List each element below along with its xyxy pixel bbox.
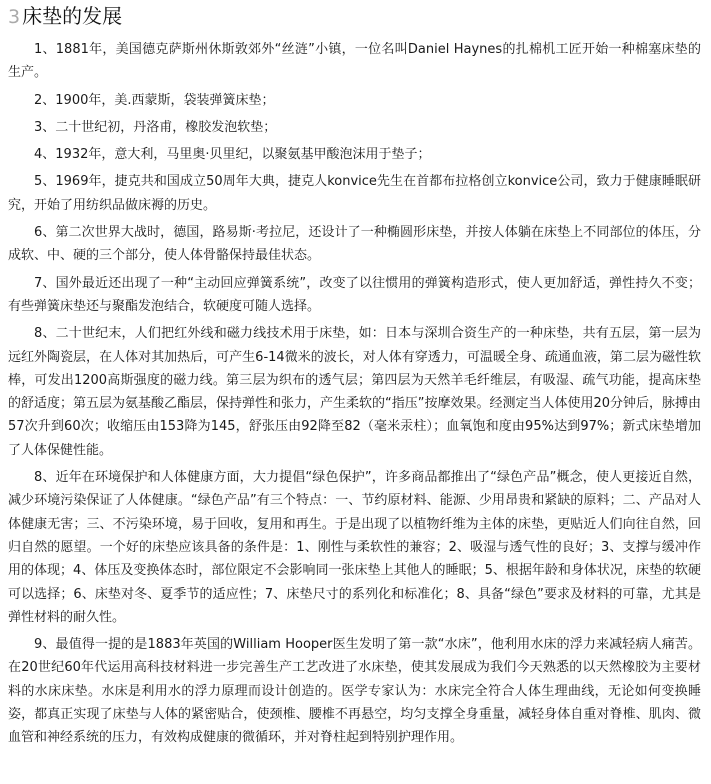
paragraph-water-bed: 9、最值得一提的是1883年英国的William Hooper医生发明了第一款“水床”，他利用水床的浮力来减轻病人痛苦。在20世纪60年代运用高科技材料进一步完善生产工艺改进了水床垫，使其发展成为我们今天熟悉的以天然橡胶为主要材料的水床床垫。水床是利用水的浮力原理而设计创造的。医学专家认为：水床完全符合人体生理曲线，无论如何变换睡姿，都真正实现了床垫与人体的紧密贴合，使颈椎、腰椎不再悬空，均匀支撑全身重量，减轻身体自重对脊椎、肌肉、微血管和神经系统的压力，有效构成健康的微循环，并对脊柱起到特别护理作用。	[8, 637, 701, 746]
paragraph-ww2: 6、第二次世界大战时，德国，路易斯·考拉尼，还设计了一种椭圆形床垫，并按人体躺在床垫上不同部位的体压，分成软、中、硬的三个部分，使人体骨骼保持最佳状态。	[8, 225, 701, 264]
paragraph-early-20th-century: 3、二十世纪初，丹洛甫，橡胶发泡软垫；	[34, 119, 277, 135]
paragraph-1932: 4、1932年，意大利，马里奥·贝里纪，以聚氨基甲酸泡沫用于垫子；	[34, 147, 431, 163]
section-title: 床垫的发展	[22, 4, 123, 28]
section-heading	[8, 2, 701, 31]
paragraph-spring-system: 7、国外最近还出现了一种“主动回应弹簧系统”，改变了以往惯用的弹簧构造形式，使人更加舒适，弹性持久不变；有些弹簧床垫还与聚酯发泡结合，软硬度可随人选择。	[8, 275, 701, 314]
section-number: 3	[8, 6, 21, 28]
paragraph-green-products: 8、近年在环境保护和人体健康方面，大力提倡“绿色保护”，许多商品都推出了“绿色产品”概念，使人更接近自然，减少环境污染保证了人体健康。“绿色产品”有三个特点：一、节约原材料、能源、少用昂贵和紧缺的原料；二、产品对人体健康无害；三、不污染环境，易于回收，复用和再生。于是出现了以植物纤维为主体的床垫，更贴近人们向往自然，回归自然的愿望。一个好的床垫应该具备的条件是：1、刚性与柔软性的兼容；2、吸湿与透气性的良好；3、支撑与缓冲作用的体现；4、体压及变换体态时，部位限定不会影响同一张床垫上其他人的睡眠；5、根据年龄和身体状况，床垫的软硬可以选择；6、床垫对冬、夏季节的适应性；7、床垫尺寸的系列化和标准化；8、具备“绿色”要求及材料的可靠，尤其是弹性材料的耐久性。	[8, 470, 701, 625]
paragraph-1900: 2、1900年，美.西蒙斯，袋装弹簧床垫；	[34, 92, 275, 108]
paragraph-1969: 5、1969年，捷克共和国成立50周年大典，捷克人konvice先生在首都布拉格创立konvice公司，致力于健康睡眠研究，开始了用纺织品做床褥的历史。	[8, 174, 701, 213]
paragraph-1881: 1、1881年，美国德克萨斯州休斯敦郊外“丝涟”小镇，一位名叫Daniel Haynes的扎棉机工匠开始一种棉塞床垫的生产。	[8, 42, 701, 81]
paragraph-infrared-magnetic: 8、二十世纪末，人们把红外线和磁力线技术用于床垫，如：日本与深圳合资生产的一种床垫，共有五层，第一层为远红外陶瓷层，在人体对其加热后，可产生6-14微米的波长，对人体有穿透力，可温暖全身、疏通血液，第二层为磁性软棒，可发出1200高斯强度的磁力线。第三层为织布的透气层；第四层为天然羊毛纤维层，有吸湿、疏气功能，提高床垫的舒适度；第五层为氨基酸乙酯层，保持弹性和张力，产生柔软的“指压”按摩效果。经测定当人体使用20分钟后，脉搏由57次升到60次；收缩压由153降为145，舒张压由92降至82（毫米汞柱）；血氧饱和度由95%达到97%；新式床垫增加了人体保健性能。	[8, 326, 702, 458]
